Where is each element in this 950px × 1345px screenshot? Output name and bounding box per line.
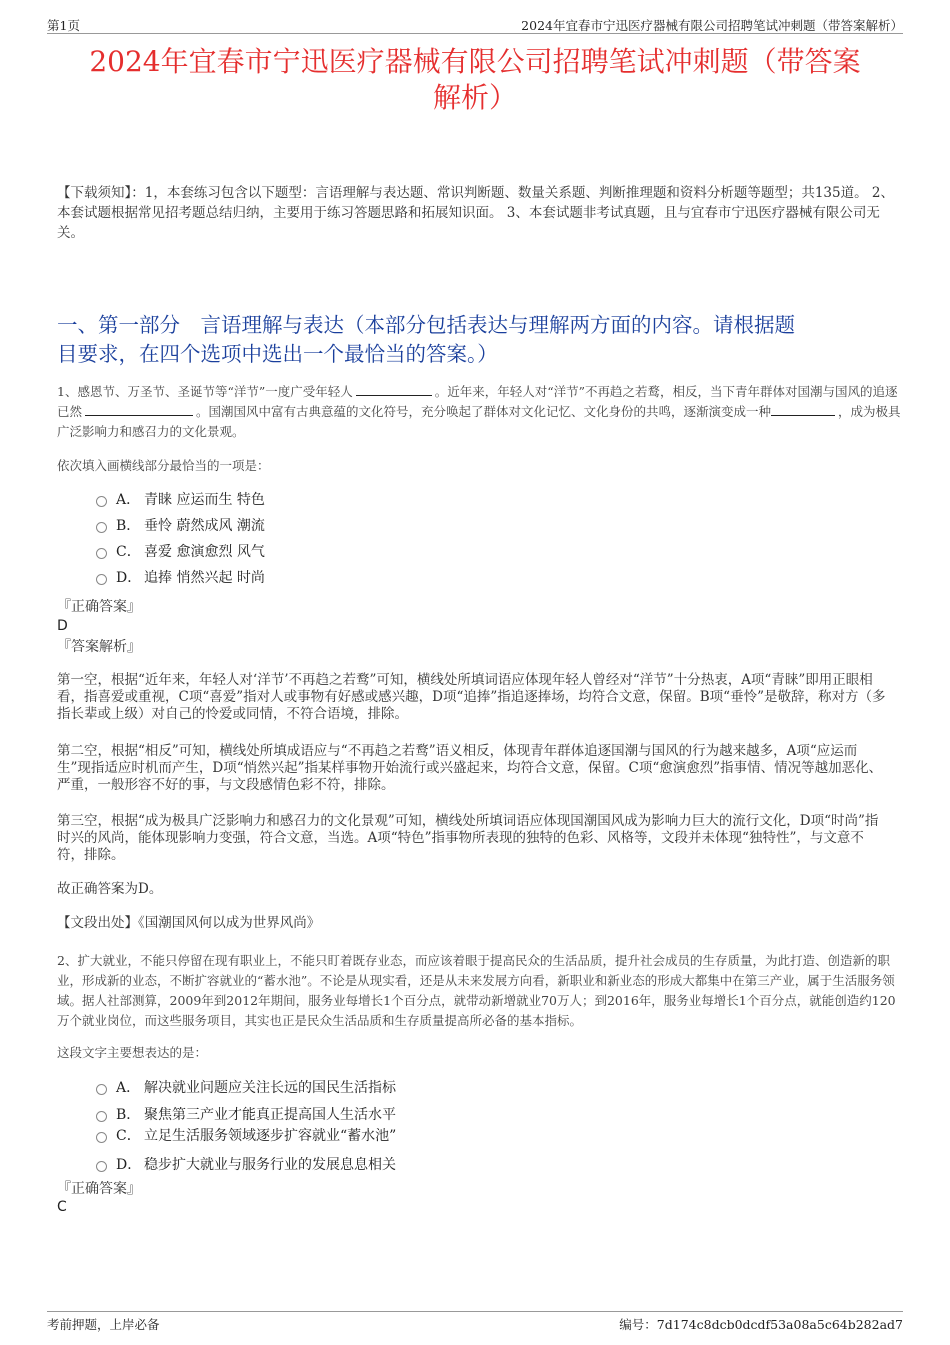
option-key: A．	[116, 1080, 141, 1096]
q2-option-b[interactable]	[96, 1105, 796, 1126]
q1-analysis-label: 『答案解析』	[57, 639, 141, 655]
q1-text-part-c: 。国潮国风中富有古典意蕴的文化符号，充分唤起了群体对文化记忆、文化身份的共鸣，逐渐演变成一种	[196, 404, 772, 419]
radio-icon[interactable]	[96, 1161, 107, 1172]
document-title-line-1: 2024年宜春市宁迅医疗器械有限公司招聘笔试冲刺题（带答案	[89, 45, 861, 78]
page-footer	[47, 1311, 903, 1333]
option-text: 喜爱 愈演愈烈 风气	[144, 544, 265, 560]
q1-option-b[interactable]	[96, 516, 796, 542]
page-number: 第1页	[47, 18, 80, 33]
question-2-text: 2、扩大就业，不能只停留在现有职业上，不能只盯着既存业态，而应该着眼于提高民众的生活品质，提升社会成员的生存质量，为此打造、创造新的职业，形成新的业态，不断扩容就业的“蓄水池”。不论是从现实看，还是从未来发展方向看，新职业和新业态的形成大都集中在第三产业，属于生活服务领域。据人社部测算，2009年到2012年期间，服务业每增长1个百分点，就带动新增就业70万人；到2016年，服务业每增长1个百分点，就能创造约120万个就业岗位，而这些服务项目，其实也正是民众生活品质和生存质量提高所必备的基本指标。	[57, 953, 896, 1028]
q1-analysis-paragraph-3: 第三空，根据“成为极具广泛影响力和感召力的文化景观”可知，横线处所填词语应体现国潮国风成为影响力巨大的流行文化，D项“时尚”指时兴的风尚，能体现影响力变强，符合文意，当选。A项“特色”指事物所表现的独特的色彩、风格等，文段并未体现“独特性”，与文意不符，排除。	[57, 813, 879, 863]
q1-text-part-a: 1、感恩节、万圣节、圣诞节等“洋节”一度广受年轻人	[57, 384, 353, 399]
q1-correct-answer-label: 『正确答案』	[57, 599, 141, 615]
option-text: 聚焦第三产业才能真正提高国人生活水平	[144, 1107, 396, 1123]
q1-analysis-paragraph-1: 第一空，根据“近年来，年轻人对‘洋节’不再趋之若鹜”可知，横线处所填词语应体现年轻人曾经对“洋节”十分热衷，A项“青睐”即用正眼相看，指喜爱或重视，C项“喜爱”指对人或事物有好感或感兴趣，D项“追捧”指追逐捧场，均符合文意，保留。B项“垂怜”是敬辞，称对方（多指长辈或上级）对自己的怜爱或同情，不符合语境，排除。	[57, 672, 886, 722]
q1-source: 【文段出处】《国潮国风何以成为世界风尚》	[57, 915, 321, 931]
question-2-prompt: 这段文字主要想表达的是：	[57, 1045, 208, 1060]
option-key: B．	[116, 518, 141, 534]
q1-text-part-d: ，成为极具广泛影响力和感召力的文化景观。	[57, 404, 901, 439]
q1-option-a[interactable]	[96, 490, 796, 516]
q1-blank-3	[771, 402, 835, 416]
radio-icon[interactable]	[96, 522, 107, 533]
question-1-text	[57, 382, 903, 442]
radio-icon[interactable]	[96, 574, 107, 585]
option-text: 稳步扩大就业与服务行业的发展息息相关	[144, 1157, 396, 1173]
header-doc-title: 2024年宜春市宁迅医疗器械有限公司招聘笔试冲刺题（带答案解析）	[521, 18, 903, 33]
q2-option-c[interactable]	[96, 1126, 796, 1155]
option-text: 立足生活服务领域逐步扩容就业“蓄水池”	[144, 1128, 397, 1144]
footer-document-id: 编号：7d174c8dcb0dcdf53a08a5c64b282ad7	[619, 1317, 903, 1332]
q2-option-a[interactable]	[96, 1078, 796, 1099]
option-text: 青睐 应运而生 特色	[144, 492, 265, 508]
section-heading-line-1: 一、第一部分 言语理解与表达（本部分包括表达与理解两方面的内容。请根据题	[57, 313, 795, 337]
option-text: 追捧 悄然兴起 时尚	[144, 570, 265, 586]
section-heading-line-2: 目要求，在四个选项中选出一个最恰当的答案。）	[57, 342, 498, 366]
option-key: D．	[116, 1157, 142, 1173]
option-key: C．	[116, 1128, 141, 1144]
option-key: D．	[116, 570, 142, 586]
question-1-options	[96, 490, 796, 594]
document-title-line-2: 解析）	[432, 81, 517, 114]
q1-option-d[interactable]	[96, 568, 796, 594]
q1-text-part-b: 。近年来，年轻人对“洋节”不再趋之若鹜，相反，当下青年群体对国潮与国风的追逐已然	[57, 384, 898, 419]
radio-icon[interactable]	[96, 548, 107, 559]
download-notice: 【下载须知】：1，本套练习包含以下题型：言语理解与表达题、常识判断题、数量关系题、判断推理题和资料分析题等题型；共135道。 2、本套试题根据常见招考题总结归纳，主要用于练习答题思路和拓展知识面。 3、本套试题非考试真题，且与宜春市宁迅医疗器械有限公司无关。	[57, 185, 894, 241]
page-header	[47, 14, 903, 34]
document-title	[47, 44, 903, 116]
q1-analysis-paragraph-2: 第二空，根据“相反”可知，横线处所填成语应与“不再趋之若鹜”语义相反，体现青年群体追逐国潮与国风的行为越来越多，A项“应运而生”现指适应时机而产生，D项“悄然兴起”指某样事物开始流行或兴盛起来，均符合文意，保留。C项“愈演愈烈”指事情、情况等越加恶化、严重，一般形容不好的事，与文段感情色彩不符，排除。	[57, 743, 883, 793]
option-text: 解决就业问题应关注长远的国民生活指标	[144, 1080, 396, 1096]
radio-icon[interactable]	[96, 1111, 107, 1122]
footer-slogan: 考前押题，上岸必备	[47, 1317, 160, 1332]
q2-correct-answer-label: 『正确答案』	[57, 1181, 141, 1197]
option-text: 垂怜 蔚然成风 潮流	[144, 518, 265, 534]
q2-correct-answer: C	[57, 1199, 67, 1215]
q1-blank-2	[85, 402, 193, 416]
question-1-prompt: 依次填入画横线部分最恰当的一项是：	[57, 458, 270, 473]
option-key: B．	[116, 1107, 141, 1123]
q1-correct-answer: D	[57, 618, 68, 634]
section-heading	[57, 311, 895, 369]
q2-option-d[interactable]	[96, 1155, 796, 1181]
q1-option-c[interactable]	[96, 542, 796, 568]
option-key: A．	[116, 492, 141, 508]
q1-blank-1	[356, 382, 432, 396]
q1-analysis-conclusion: 故正确答案为D。	[57, 881, 163, 897]
radio-icon[interactable]	[96, 1084, 107, 1095]
question-2-options	[96, 1078, 796, 1181]
radio-icon[interactable]	[96, 496, 107, 507]
radio-icon[interactable]	[96, 1132, 107, 1143]
option-key: C．	[116, 544, 141, 560]
